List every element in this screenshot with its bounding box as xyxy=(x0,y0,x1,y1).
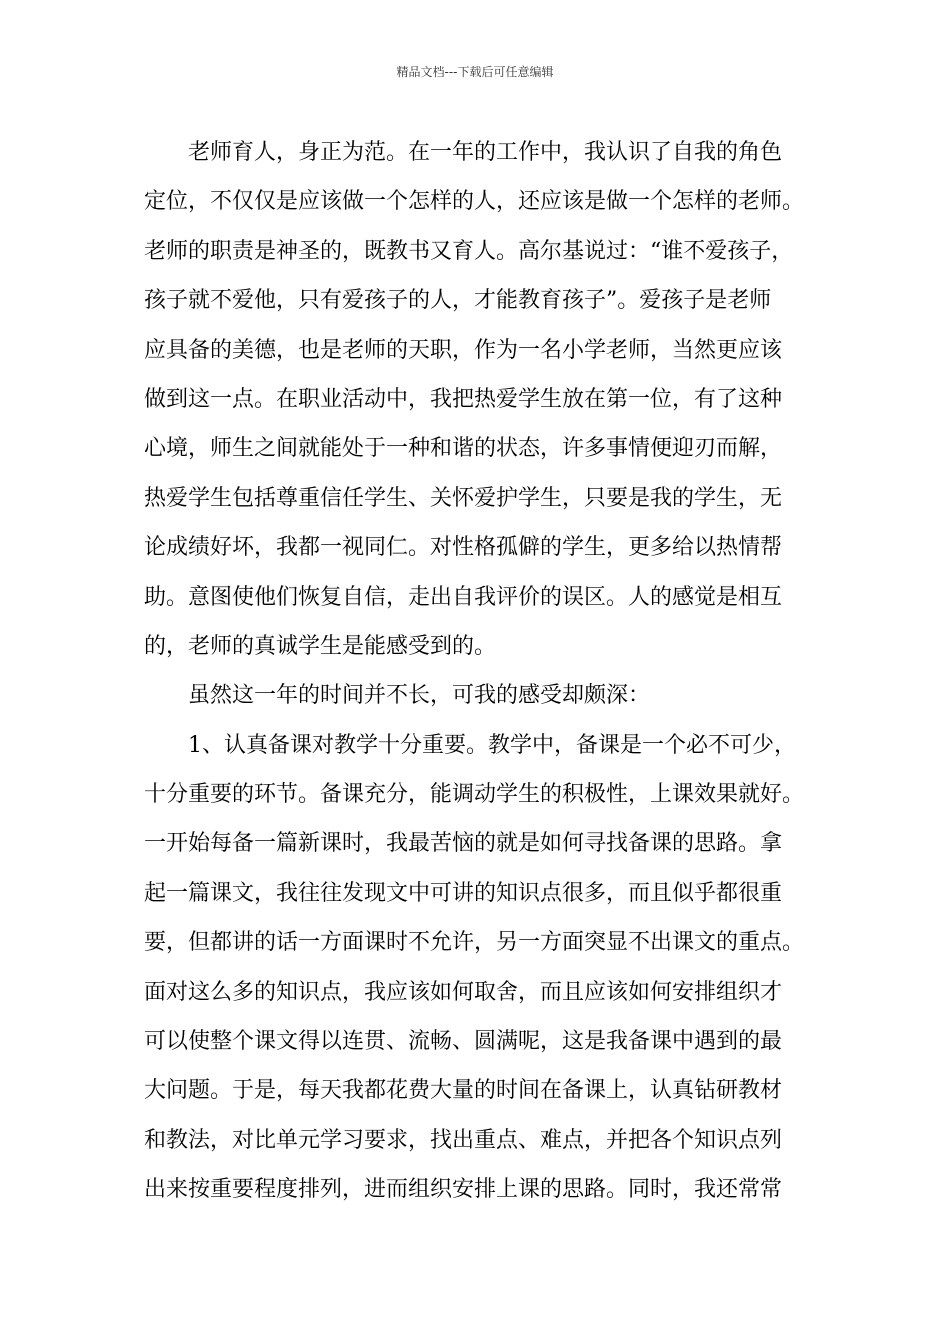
text-line: 1、认真备课对教学十分重要。教学中，备课是一个必不可少， xyxy=(144,732,796,758)
text-line: 的，老师的真诚学生是能感受到的。 xyxy=(144,633,497,659)
text-line: 心境，师生之间就能处于一种和谐的状态，许多事情便迎刃而解， xyxy=(144,436,783,462)
text-line: 论成绩好坏，我都一视同仁。对性格孤僻的学生，更多给以热情帮 xyxy=(144,535,783,561)
text-line: 起一篇课文，我往往发现文中可讲的知识点很多，而且似乎都很重 xyxy=(144,880,783,906)
page-header: 精品文档---下载后可任意编辑 xyxy=(396,65,554,79)
text-line: 要，但都讲的话一方面课时不允许，另一方面突显不出课文的重点。 xyxy=(144,930,805,956)
text-line: 面对这么多的知识点，我应该如何取舍，而且应该如何安排组织才 xyxy=(144,979,783,1005)
text-line: 和教法，对比单元学习要求，找出重点、难点，并把各个知识点列 xyxy=(144,1127,783,1153)
text-line: 热爱学生包括尊重信任学生、关怀爱护学生，只要是我的学生，无 xyxy=(144,485,783,511)
text-line: 老师育人，身正为范。在一年的工作中，我认识了自我的角色 xyxy=(144,140,783,165)
text-line: 老师的职责是神圣的，既教书又育人。高尔基说过：“谁不爱孩子， xyxy=(144,238,794,264)
text-line: 十分重要的环节。备课充分，能调动学生的积极性，上课效果就好。 xyxy=(144,782,805,808)
text-line: 一开始每备一篇新课时，我最苦恼的就是如何寻找备课的思路。拿 xyxy=(144,831,783,857)
text-line: 定位，不仅仅是应该做一个怎样的人，还应该是做一个怎样的老师。 xyxy=(144,189,805,215)
text-line: 助。意图使他们恢复自信，走出自我评价的误区。人的感觉是相互 xyxy=(144,584,783,610)
text-line: 孩子就不爱他，只有爱孩子的人，才能教育孩子”。爱孩子是老师 xyxy=(144,288,772,314)
text-line: 出来按重要程度排列，进而组织安排上课的思路。同时，我还常常 xyxy=(144,1177,783,1203)
document-body xyxy=(144,133,824,1220)
text-line: 做到这一点。在职业活动中，我把热爱学生放在第一位，有了这种 xyxy=(144,386,783,412)
text-line: 大问题。于是，每天我都花费大量的时间在备课上，认真钻研教材 xyxy=(144,1078,783,1104)
text-line: 虽然这一年的时间并不长，可我的感受却颇深： xyxy=(144,683,651,709)
text-line: 可以使整个课文得以连贯、流畅、圆满呢，这是我备课中遇到的最 xyxy=(144,1029,783,1055)
text-line: 应具备的美德，也是老师的天职，作为一名小学老师，当然更应该 xyxy=(144,337,783,363)
